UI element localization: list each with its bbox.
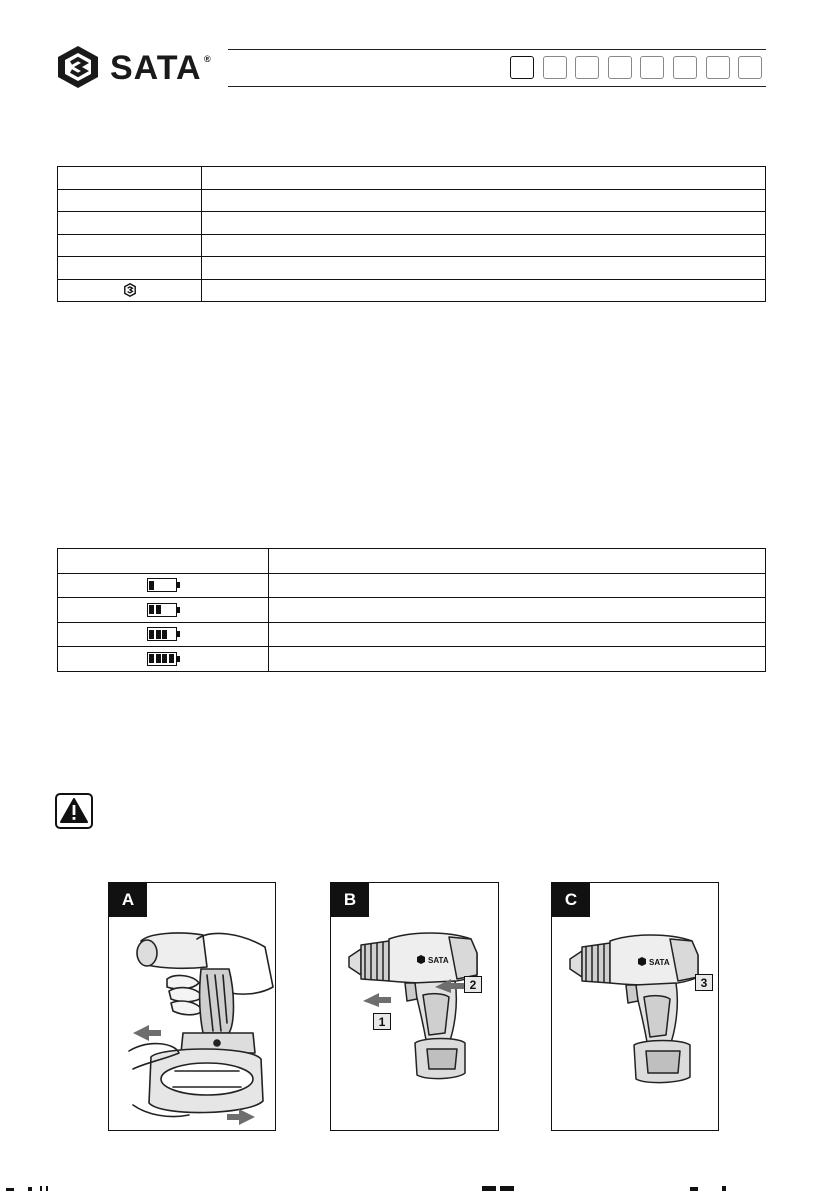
language-box-1[interactable] (510, 56, 534, 79)
spec-value-cell (202, 257, 766, 280)
language-selector (510, 56, 762, 80)
language-box-2[interactable] (543, 56, 567, 79)
table-row (58, 212, 766, 235)
table-row (58, 622, 766, 647)
table-row (58, 647, 766, 672)
language-box-5[interactable] (640, 56, 664, 79)
table-row (58, 598, 766, 623)
spec-label-cell (58, 279, 202, 302)
figure-label: A (109, 883, 147, 917)
battery-removal-illustration (109, 883, 276, 1131)
figure-b (330, 882, 499, 1131)
spec-value-cell (202, 279, 766, 302)
spec-value-cell (202, 212, 766, 235)
figure-b-brand: SATA (428, 956, 449, 965)
table-row (58, 257, 766, 280)
cropped-footer-artifacts (0, 1184, 823, 1192)
battery-icon-cell (58, 573, 269, 598)
battery-1-bar-icon (147, 578, 180, 592)
language-box-7[interactable] (706, 56, 730, 79)
spec-value-cell (202, 234, 766, 257)
table-row (58, 234, 766, 257)
spec-label-cell (58, 257, 202, 280)
sata-logo-mark-icon (124, 283, 136, 297)
spec-value-cell (202, 167, 766, 190)
sata-logo-icon (54, 44, 102, 90)
header-rule-top (228, 49, 766, 50)
table-row (58, 573, 766, 598)
warning-triangle-icon (55, 793, 93, 829)
battery-description-cell (269, 598, 766, 623)
step-1-marker: 1 (373, 1013, 391, 1030)
figure-c-brand: SATA (649, 958, 670, 967)
table-row (58, 549, 766, 574)
battery-icon-cell (58, 622, 269, 647)
battery-2-bar-icon (147, 603, 180, 617)
language-box-4[interactable] (608, 56, 632, 79)
battery-3-bar-icon (147, 627, 180, 641)
battery-icon-cell (58, 647, 269, 672)
battery-icon-cell (58, 598, 269, 623)
language-box-3[interactable] (575, 56, 599, 79)
spec-value-cell (202, 189, 766, 212)
figure-c (551, 882, 719, 1131)
brand-name: SATA (110, 49, 202, 87)
warning-badge (55, 793, 93, 829)
spec-label-cell (58, 212, 202, 235)
language-box-6[interactable] (673, 56, 697, 79)
step-3-marker: 3 (695, 974, 713, 991)
battery-insert-illustration (331, 883, 499, 1131)
figure-label: C (552, 883, 590, 917)
battery-description-cell (269, 573, 766, 598)
battery-header-cell (58, 549, 269, 574)
battery-4-bar-icon (147, 652, 180, 666)
table-row (58, 189, 766, 212)
battery-header-description-cell (269, 549, 766, 574)
step-2-marker: 2 (464, 976, 482, 993)
spec-label-cell (58, 234, 202, 257)
registered-mark: ® (204, 54, 211, 64)
battery-indicator-table (57, 548, 766, 672)
language-box-8[interactable] (738, 56, 762, 79)
figure-a (108, 882, 276, 1131)
table-row (58, 167, 766, 190)
spec-label-cell (58, 167, 202, 190)
drill-ready-illustration (552, 883, 719, 1131)
battery-description-cell (269, 622, 766, 647)
header-rule-bottom (228, 86, 766, 87)
figure-label: B (331, 883, 369, 917)
sata-logo (54, 44, 224, 90)
battery-description-cell (269, 647, 766, 672)
spec-table (57, 166, 766, 302)
spec-label-cell (58, 189, 202, 212)
table-row (58, 279, 766, 302)
